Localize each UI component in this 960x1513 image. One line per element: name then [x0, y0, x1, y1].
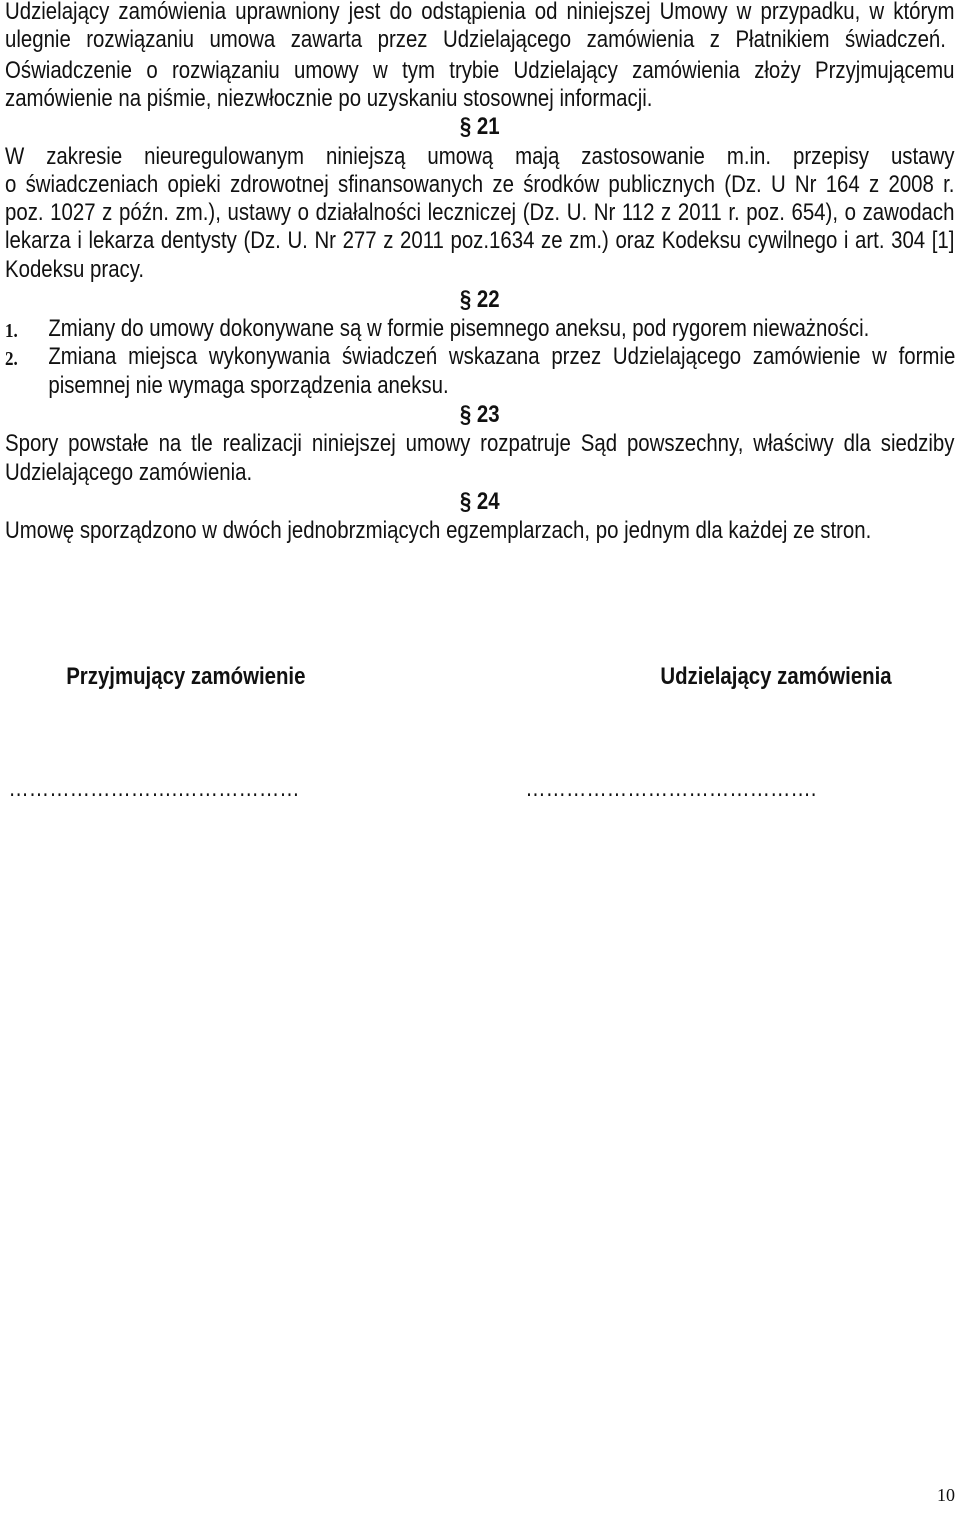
text-line: Udzielający zamówienia uprawniony jest do odstąpienia od niniejszej Umowy w przypadku, w którym — [5, 0, 955, 25]
text-line: Kodeksu pracy. — [5, 256, 145, 283]
signature-line-ordering-party: ……………………………………. — [525, 775, 817, 802]
section-heading: § 24 — [459, 488, 500, 515]
list-item-number: 2. — [5, 348, 18, 370]
text-line: pisemnej nie wymaga sporządzenia aneksu. — [48, 372, 449, 399]
text-line: zamówienie na piśmie, niezwłocznie po uzyskaniu stosownej informacji. — [5, 85, 653, 112]
page-number: 10 — [937, 1485, 955, 1505]
text-line: o świadczeniach opieki zdrowotnej sfinansowanych ze środków publicznych (Dz. U Nr 164 z 2008 r. — [5, 171, 955, 198]
signature-line-contractor: …………………….……………… — [8, 775, 300, 802]
text-line: Zmiany do umowy dokonywane są w formie pisemnego aneksu, pod rygorem nieważności. — [48, 315, 870, 342]
list-item-number: 1. — [5, 320, 18, 342]
text-line: Umowę sporządzono w dwóch jednobrzmiących egzemplarzach, po jednym dla każdej ze stron. — [5, 517, 872, 544]
text-line: Zmiana miejsca wykonywania świadczeń wskazana przez Udzielającego zamówienie w formie — [48, 343, 956, 370]
section-heading: § 22 — [459, 286, 500, 313]
text-line: poz. 1027 z późn. zm.), ustawy o działalności leczniczej (Dz. U. Nr 112 z 2011 r. poz. 654), o zawodach — [5, 199, 955, 226]
signature-label-contractor: Przyjmujący zamówienie — [66, 663, 306, 690]
text-line: Spory powstałe na tle realizacji niniejszej umowy rozpatruje Sąd powszechny, właściwy dla siedziby — [5, 430, 955, 457]
text-line: Udzielającego zamówienia. — [5, 459, 253, 486]
text-line: ulegnie rozwiązaniu umowa zawarta przez Udzielającego zamówienia z Płatnikiem świadczeń. — [5, 26, 946, 53]
text-line: W zakresie nieuregulowanym niniejszą umową mają zastosowanie m.in. przepisy ustawy — [5, 143, 955, 170]
document-body — [5, 0, 954, 820]
signature-label-ordering-party: Udzielający zamówienia — [660, 663, 892, 690]
text-line: lekarza i lekarza dentysty (Dz. U. Nr 277 z 2011 poz.1634 ze zm.) oraz Kodeksu cywilnego i art. 304 [1] — [5, 227, 955, 254]
section-heading: § 21 — [459, 113, 500, 140]
section-heading: § 23 — [459, 401, 500, 428]
text-line: Oświadczenie o rozwiązaniu umowy w tym trybie Udzielający zamówienia złoży Przyjmującemu — [5, 57, 955, 84]
